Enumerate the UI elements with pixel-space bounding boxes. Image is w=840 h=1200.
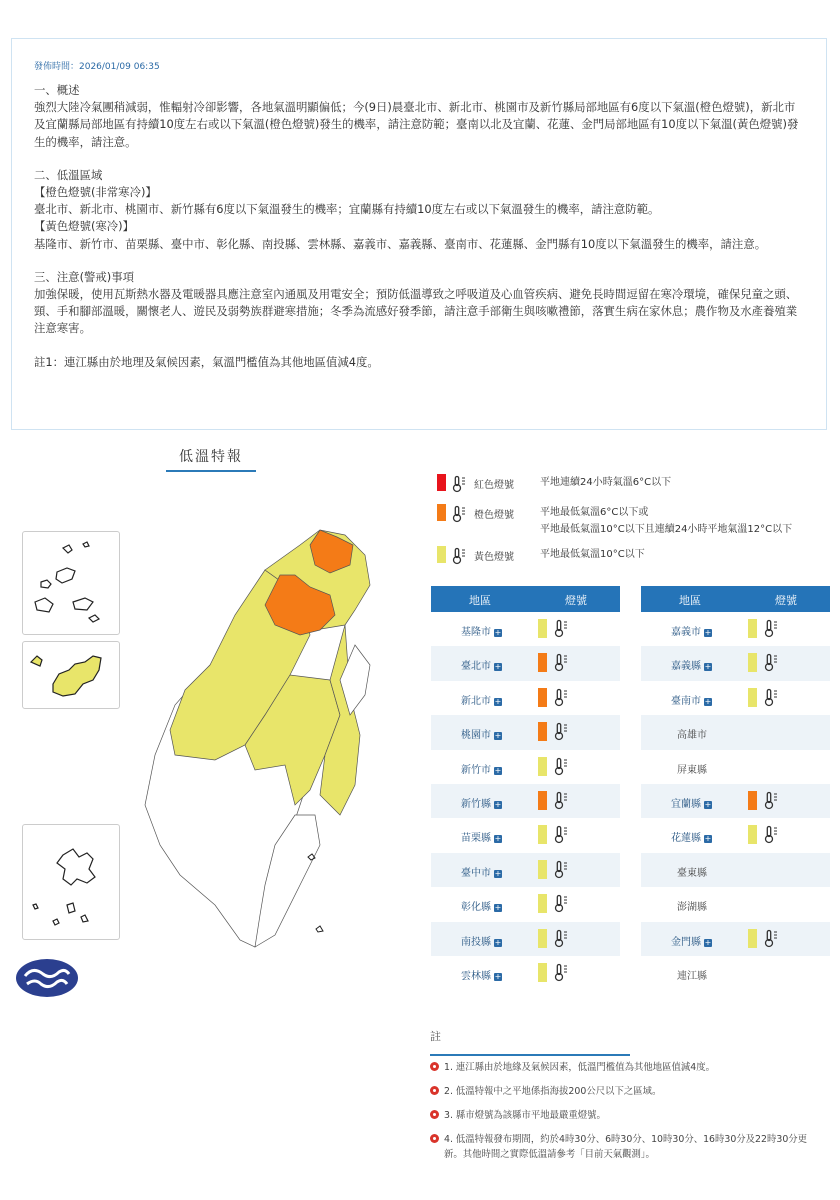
- signal-swatch-yellow: [538, 860, 547, 879]
- county-name: 苗栗縣: [461, 833, 491, 845]
- plus-icon[interactable]: +: [494, 937, 502, 947]
- county-name: 臺南市: [671, 695, 701, 707]
- signal-swatch-yellow: [748, 619, 757, 638]
- section-overview-title: 一、概述: [34, 83, 80, 97]
- table-row: [431, 715, 620, 749]
- table-row: [431, 818, 620, 852]
- legend-name-orange: 橙色燈號: [474, 510, 514, 521]
- table-header: [641, 586, 830, 612]
- table-row: [641, 681, 830, 715]
- bullet-icon: [430, 1062, 439, 1071]
- table-row: [431, 853, 620, 887]
- issue-time: 發佈時間：2026/01/09 06:35: [34, 62, 160, 72]
- county-name: 雲林縣: [461, 970, 491, 982]
- legend-desc-yellow: 平地最低氣溫10°C以下: [540, 549, 645, 560]
- table-row: [431, 887, 620, 921]
- header-signal: 燈號: [775, 594, 797, 607]
- county-expand-link[interactable]: [671, 692, 712, 707]
- notes-underline: [430, 1054, 630, 1056]
- thermometer-icon: [763, 791, 781, 813]
- table-row: [641, 715, 830, 749]
- signal-swatch-yellow: [538, 619, 547, 638]
- table-row: [431, 681, 620, 715]
- county-expand-link[interactable]: [461, 726, 502, 741]
- signal-swatch-yellow: [538, 894, 547, 913]
- yellow-signal-heading: 【黃色燈號(寒冷)】: [34, 219, 135, 234]
- bullet-icon: [430, 1134, 439, 1143]
- county-expand-link[interactable]: [461, 623, 502, 638]
- orange-signal-heading: 【橙色燈號(非常寒冷)】: [34, 185, 157, 200]
- county-expand-link[interactable]: [461, 933, 502, 948]
- plus-icon[interactable]: +: [704, 937, 712, 947]
- map-title-text: 低溫特報: [179, 449, 243, 465]
- plus-icon[interactable]: +: [494, 971, 502, 981]
- county-name: 基隆市: [461, 627, 491, 638]
- thermometer-icon: [763, 929, 781, 951]
- plus-icon[interactable]: +: [704, 662, 712, 672]
- signal-swatch-orange: [538, 722, 547, 741]
- county-expand-link[interactable]: [461, 795, 502, 810]
- thermometer-icon: [553, 825, 571, 847]
- table-row: [641, 818, 830, 852]
- county-expand-link[interactable]: [671, 933, 712, 948]
- county-name: 南投縣: [461, 936, 491, 948]
- thermometer-icon: [763, 688, 781, 710]
- signal-swatch-yellow: [748, 688, 757, 707]
- county-expand-link[interactable]: [671, 829, 712, 844]
- table-row: [641, 922, 830, 956]
- plus-icon[interactable]: +: [704, 696, 712, 706]
- thermometer-icon: [553, 791, 571, 813]
- county-expand-link[interactable]: [671, 657, 712, 672]
- bullet-icon: [430, 1110, 439, 1119]
- thermometer-icon: [763, 825, 781, 847]
- county-signal-table-right: [641, 586, 830, 990]
- table-row: [641, 784, 830, 818]
- header-signal: 燈號: [565, 594, 587, 607]
- notes-heading: 註: [430, 1030, 441, 1043]
- thermometer-icon: [451, 475, 469, 496]
- county-expand-link[interactable]: [461, 898, 502, 913]
- thermometer-icon: [553, 688, 571, 710]
- table-row: [431, 784, 620, 818]
- plus-icon[interactable]: +: [494, 765, 502, 775]
- county-expand-link[interactable]: [461, 829, 502, 844]
- county-expand-link[interactable]: [461, 692, 502, 707]
- county-name: 臺北市: [461, 661, 491, 673]
- section-area-title: 二、低溫區域: [34, 167, 103, 182]
- county-name: 澎湖縣: [677, 902, 707, 914]
- note-text: 4. 低溫特報發布期間，約於4時30分、6時30分、10時30分、16時30分及22時30分更新。其他時間之實際低溫請參考「目前天氣觀測」。: [444, 1134, 808, 1160]
- table-row: [641, 646, 830, 680]
- signal-swatch-orange: [748, 791, 757, 810]
- note-text: 3. 縣市燈號為該縣市平地最嚴重燈號。: [444, 1110, 606, 1121]
- warning-notice-box: [11, 38, 827, 430]
- county-expand-link[interactable]: [461, 657, 502, 672]
- thermometer-icon: [553, 894, 571, 916]
- map-title: [166, 446, 256, 472]
- signal-swatch-orange: [538, 653, 547, 672]
- thermometer-icon: [451, 505, 469, 526]
- map-small-islands: [308, 854, 323, 932]
- legend-desc-orange-2: 平地最低氣溫10°C以下且連續24小時平地氣溫12°C以下: [540, 524, 793, 535]
- matsu-outline: [23, 642, 119, 708]
- county-name: 嘉義縣: [671, 661, 701, 673]
- county-name: 新竹縣: [461, 798, 491, 810]
- yellow-signal-body: 基隆市、新竹市、苗栗縣、臺中市、彰化縣、南投縣、雲林縣、嘉義市、嘉義縣、臺南市、花蓮縣、金門縣有10度以下氣溫發生的機率，請注意。: [34, 236, 767, 251]
- signal-swatch-yellow: [748, 929, 757, 948]
- signal-swatch-orange: [538, 688, 547, 707]
- county-name: 新竹市: [461, 764, 491, 776]
- signal-swatch-yellow: [538, 929, 547, 948]
- county-name: 花蓮縣: [671, 833, 701, 845]
- county-expand-link[interactable]: [461, 967, 502, 982]
- note-text: 2. 低溫特報中之平地係指海拔200公尺以下之區域。: [444, 1086, 662, 1097]
- penghu-outline: [23, 825, 119, 939]
- plus-icon[interactable]: +: [704, 628, 712, 637]
- county-name: 連江縣: [677, 970, 707, 982]
- county-expand-link[interactable]: [461, 864, 502, 879]
- orange-signal-body: 臺北市、新北市、桃園市、新竹縣有6度以下氣溫發生的機率；宜蘭縣有持續10度左右或以下氣溫發生的機率，請注意防範。: [34, 202, 660, 217]
- plus-icon[interactable]: +: [494, 662, 502, 672]
- signal-swatch-yellow: [748, 653, 757, 672]
- header-region: 地區: [469, 594, 491, 607]
- table-row: [431, 646, 620, 680]
- plus-icon[interactable]: +: [494, 696, 502, 706]
- matsu-inset[interactable]: [22, 641, 120, 709]
- taiwan-map[interactable]: [115, 515, 415, 955]
- table-row: [641, 887, 830, 921]
- thermometer-icon: [553, 929, 571, 951]
- plus-icon[interactable]: +: [704, 799, 712, 809]
- section-caution-title: 三、注意(警戒)事項: [34, 269, 135, 284]
- bullet-icon: [430, 1086, 439, 1095]
- legend-swatch-yellow: [437, 546, 446, 563]
- signal-swatch-orange: [538, 791, 547, 810]
- notes-section: [430, 1028, 830, 1160]
- map-title-underline: [166, 470, 256, 472]
- table-row: [641, 612, 830, 646]
- plus-icon[interactable]: +: [494, 628, 502, 637]
- legend-swatch-orange: [437, 504, 446, 521]
- county-expand-link[interactable]: [671, 795, 712, 810]
- plus-icon[interactable]: +: [704, 834, 712, 844]
- thermometer-icon: [763, 653, 781, 675]
- section-caution-body: 加強保暖，使用瓦斯熱水器及電暖器具應注意室內通風及用電安全；預防低溫導致之呼吸道及心血管疾病、避免長時間逗留在寒冷環境，確保兒童之頭、頸、手和腳部溫暖，關懷老人、遊民及弱勢族群避寒措施；冬季為流感好發季節，請注意手部衛生與咳嗽禮節，落實生病在家休息；農作物及水產養殖業注意寒害。: [34, 287, 798, 336]
- thermometer-icon: [553, 722, 571, 744]
- legend-name-yellow: 黃色燈號: [474, 552, 514, 563]
- county-name: 嘉義市: [671, 627, 701, 638]
- kinmen-outline: [23, 532, 119, 634]
- signal-swatch-yellow: [748, 825, 757, 844]
- section-overview-body: 強烈大陸冷氣團稍減弱，惟輻射冷卻影響，各地氣溫明顯偏低；今(9日)晨臺北市、新北市、桃園市及新竹縣局部地區有6度以下氣溫(橙色燈號)，新北市及宜蘭縣局部地區有持續10度左右或以下氣溫(橙色燈號)發生的機率，請注意防範；臺南以北及宜蘭、花蓮、金門局部地區有10度以下氣溫(黃色燈號)發生的機率，請注意。: [34, 100, 799, 149]
- table-row: [431, 750, 620, 784]
- county-expand-link[interactable]: [461, 761, 502, 776]
- county-name: 臺中市: [461, 867, 491, 879]
- signal-swatch-yellow: [538, 963, 547, 982]
- county-name: 新北市: [461, 695, 491, 707]
- county-name: 金門縣: [671, 936, 701, 948]
- thermometer-icon: [553, 757, 571, 779]
- plus-icon[interactable]: +: [494, 903, 502, 913]
- legend-desc-red: 平地連續24小時氣溫6°C以下: [540, 477, 672, 488]
- county-name: 高雄市: [677, 730, 707, 742]
- penghu-inset[interactable]: [22, 824, 120, 940]
- note-text: 1. 連江縣由於地緣及氣候因素，低溫門檻值為其他地區值減4度。: [444, 1062, 716, 1073]
- table-row: [641, 853, 830, 887]
- signal-swatch-yellow: [538, 825, 547, 844]
- footnote-1: 註1：連江縣由於地理及氣候因素，氣溫門檻值為其他地區值減4度。: [34, 354, 379, 369]
- header-region: 地區: [679, 594, 701, 607]
- thermometer-icon: [553, 963, 571, 985]
- county-name: 臺東縣: [677, 867, 707, 879]
- plus-icon[interactable]: +: [494, 834, 502, 844]
- legend-name-red: 紅色燈號: [474, 480, 514, 491]
- legend-swatch-red: [437, 474, 446, 491]
- thermometer-icon: [553, 860, 571, 882]
- signal-swatch-yellow: [538, 757, 547, 776]
- thermometer-icon: [451, 547, 469, 568]
- thermometer-icon: [763, 619, 781, 641]
- table-row: [641, 750, 830, 784]
- table-row: [431, 612, 620, 646]
- legend-desc-orange-1: 平地最低氣溫6°C以下或: [540, 507, 649, 518]
- plus-icon[interactable]: +: [494, 731, 502, 741]
- thermometer-icon: [553, 619, 571, 641]
- cwa-logo: [15, 958, 79, 998]
- kinmen-inset[interactable]: [22, 531, 120, 635]
- table-row: [641, 956, 830, 990]
- county-name: 屏東縣: [677, 764, 707, 776]
- county-name: 彰化縣: [461, 902, 491, 914]
- plus-icon[interactable]: +: [494, 868, 502, 878]
- table-row: [431, 922, 620, 956]
- county-name: 桃園市: [461, 730, 491, 742]
- county-signal-table-left: [431, 586, 620, 990]
- table-row: [431, 956, 620, 990]
- county-name: 宜蘭縣: [671, 798, 701, 810]
- plus-icon[interactable]: +: [494, 799, 502, 809]
- table-header: [431, 586, 620, 612]
- county-expand-link[interactable]: [671, 623, 712, 638]
- thermometer-icon: [553, 653, 571, 675]
